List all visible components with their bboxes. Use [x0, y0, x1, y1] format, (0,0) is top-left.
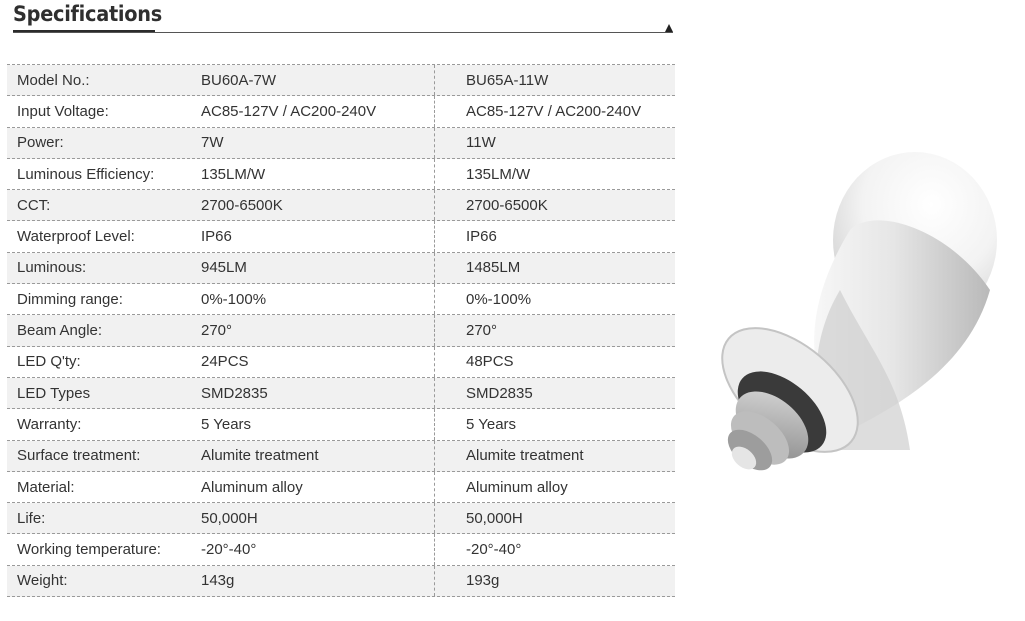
spec-value-bu65a: Aluminum alloy	[434, 472, 675, 502]
spec-label: Model No.:	[17, 71, 90, 89]
spec-value-bu65a: BU65A-11W	[434, 65, 675, 95]
spec-value-bu65a: IP66	[434, 221, 675, 251]
spec-row-warranty	[7, 409, 675, 440]
spec-value-bu65a: Alumite treatment	[434, 441, 675, 471]
spec-value-bu65a: AC85-127V / AC200-240V	[434, 96, 675, 126]
spec-row-luminous-efficiency	[7, 159, 675, 190]
spec-label: Working temperature:	[17, 541, 161, 559]
spec-label: Life:	[17, 509, 46, 527]
spec-label: Surface treatment:	[17, 447, 141, 465]
spec-value-bu65a: 135LM/W	[434, 159, 675, 189]
spec-row-weight	[7, 566, 675, 597]
spec-value-bu65a: -20°-40°	[434, 534, 675, 564]
spec-row-input-voltage	[7, 96, 675, 127]
spec-value-bu60a: AC85-127V / AC200-240V	[201, 102, 377, 120]
spec-value-bu60a: IP66	[201, 228, 232, 246]
spec-row-surface-treatment	[7, 441, 675, 472]
spec-value-bu65a: 48PCS	[434, 347, 675, 377]
spec-value-bu60a: -20°-40°	[201, 541, 257, 559]
spec-value-bu60a: SMD2835	[201, 384, 268, 402]
spec-row-working-temperature	[7, 534, 675, 565]
spec-row-luminous	[7, 253, 675, 284]
spec-row-led-qty	[7, 347, 675, 378]
spec-value-bu65a: 0%-100%	[434, 284, 675, 314]
spec-label: Dimming range:	[17, 290, 123, 308]
spec-label: Weight:	[17, 572, 68, 590]
spec-value-bu65a: 50,000H	[434, 503, 675, 533]
spec-label: CCT:	[17, 196, 51, 214]
spec-row-dimming	[7, 284, 675, 315]
spec-value-bu65a: SMD2835	[434, 378, 675, 408]
spec-label: Beam Angle:	[17, 322, 103, 340]
header-divider	[13, 32, 673, 33]
spec-value-bu60a: 24PCS	[201, 353, 249, 371]
spec-value-bu60a: 7W	[201, 134, 224, 152]
spec-table	[7, 64, 675, 597]
spec-row-life	[7, 503, 675, 534]
triangle-marker-icon	[665, 24, 673, 32]
spec-value-bu60a: 135LM/W	[201, 165, 266, 183]
spec-label: Warranty:	[17, 415, 82, 433]
spec-row-power	[7, 128, 675, 159]
spec-value-bu60a: 945LM	[201, 259, 247, 277]
spec-label: Power:	[17, 134, 64, 152]
spec-row-waterproof	[7, 221, 675, 252]
spec-value-bu60a: 5 Years	[201, 415, 252, 433]
spec-row-material	[7, 472, 675, 503]
spec-value-bu60a: 50,000H	[201, 509, 258, 527]
spec-value-bu60a: 270°	[201, 322, 233, 340]
spec-value-bu60a: 143g	[201, 572, 235, 590]
spec-row-beam-angle	[7, 315, 675, 346]
spec-label: LED Types	[17, 384, 91, 402]
spec-row-led-types	[7, 378, 675, 409]
spec-label: Luminous Efficiency:	[17, 165, 155, 183]
spec-row-model	[7, 65, 675, 96]
spec-value-bu65a: 1485LM	[434, 253, 675, 283]
spec-label: Waterproof Level:	[17, 228, 135, 246]
page-title: Specifications	[13, 2, 162, 26]
spec-label: Input Voltage:	[17, 102, 109, 120]
spec-value-bu60a: 0%-100%	[201, 290, 267, 308]
spec-value-bu60a: 2700-6500K	[201, 196, 283, 214]
spec-value-bu65a: 11W	[434, 128, 675, 158]
spec-value-bu65a: 193g	[434, 566, 675, 596]
spec-value-bu65a: 5 Years	[434, 409, 675, 439]
spec-value-bu60a: Alumite treatment	[201, 447, 319, 465]
spec-value-bu60a: BU60A-7W	[201, 71, 277, 89]
spec-label: Luminous:	[17, 259, 87, 277]
spec-label: Material:	[17, 478, 75, 496]
spec-value-bu65a: 270°	[434, 315, 675, 345]
spec-label: LED Q'ty:	[17, 353, 81, 371]
led-bulb-icon	[700, 150, 1000, 490]
spec-row-cct	[7, 190, 675, 221]
spec-value-bu65a: 2700-6500K	[434, 190, 675, 220]
spec-value-bu60a: Aluminum alloy	[201, 478, 303, 496]
